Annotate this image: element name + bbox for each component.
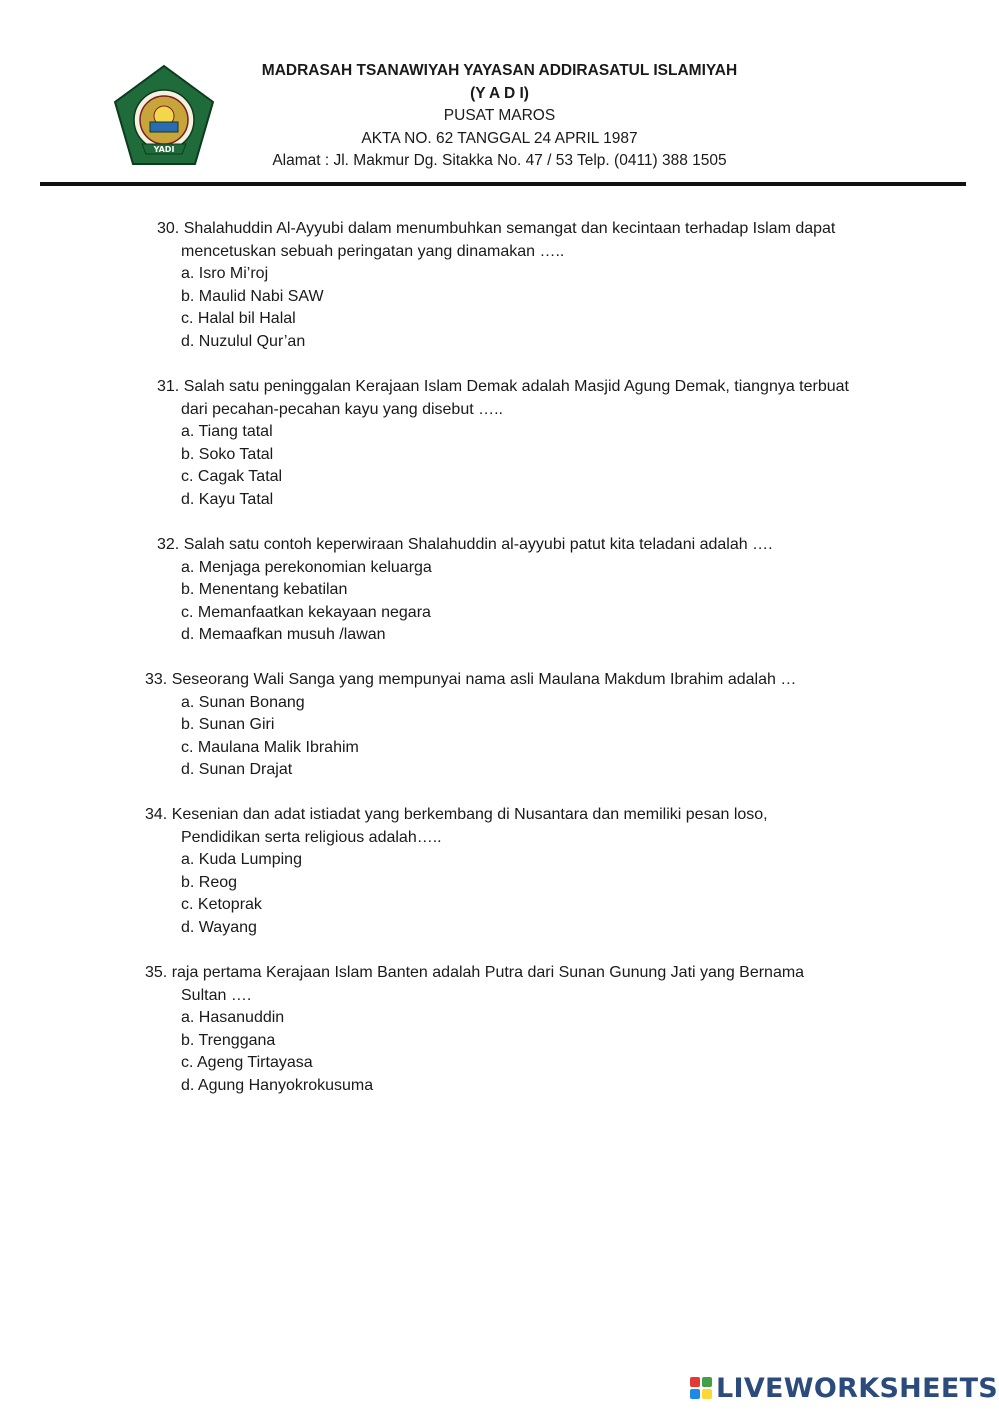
school-deed: AKTA NO. 62 TANGGAL 24 APRIL 1987 <box>361 130 638 147</box>
option-b[interactable]: b. Reog <box>181 873 238 891</box>
option-c[interactable]: c. Halal bil Halal <box>181 310 296 328</box>
question-stem: 33. Seseorang Wali Sanga yang mempunyai nama asli Maulana Makdum Ibrahim adalah … <box>145 671 797 688</box>
option-a[interactable]: a. Menjaga perekonomian keluarga <box>181 558 432 576</box>
brand-tile-icon <box>702 1389 712 1399</box>
option-d[interactable]: d. Memaafkan musuh /lawan <box>181 626 386 644</box>
option-a[interactable]: a. Hasanuddin <box>181 1009 285 1027</box>
option-d[interactable]: d. Agung Hanyokrokusuma <box>181 1076 374 1094</box>
option-a[interactable]: a. Sunan Bonang <box>181 693 305 711</box>
question-30 <box>157 218 835 354</box>
question-33 <box>145 669 796 782</box>
option-c[interactable]: c. Ageng Tirtayasa <box>181 1054 313 1072</box>
brand-logo-icon <box>690 1377 712 1399</box>
option-b[interactable]: b. Sunan Giri <box>181 716 275 734</box>
option-b[interactable]: b. Soko Tatal <box>181 445 274 463</box>
option-a[interactable]: a. Isro Mi’roj <box>181 265 269 283</box>
brand-tile-icon <box>702 1377 712 1387</box>
question-stem-continuation: Sultan …. <box>181 986 252 1004</box>
option-d[interactable]: d. Nuzulul Qur’an <box>181 332 306 350</box>
question-stem-continuation: dari pecahan-pecahan kayu yang disebut ….. <box>181 400 503 418</box>
option-d[interactable]: d. Wayang <box>181 918 257 936</box>
option-a[interactable]: a. Kuda Lumping <box>181 851 302 869</box>
question-stem: 31. Salah satu peninggalan Kerajaan Islam Demak adalah Masjid Agung Demak, tiangnya terbuat <box>157 378 849 395</box>
school-name: MADRASAH TSANAWIYAH YAYASAN ADDIRASATUL ISLAMIYAH <box>261 62 738 79</box>
option-b[interactable]: b. Menentang kebatilan <box>181 581 348 599</box>
brand-tile-icon <box>690 1389 700 1399</box>
option-b[interactable]: b. Maulid Nabi SAW <box>181 287 324 305</box>
question-31 <box>157 376 849 512</box>
question-stem: 35. raja pertama Kerajaan Islam Banten adalah Putra dari Sunan Gunung Jati yang Bernama <box>145 964 805 981</box>
option-c[interactable]: c. Memanfaatkan kekayaan negara <box>181 603 431 621</box>
brand-tile-icon <box>690 1377 700 1387</box>
option-c[interactable]: c. Maulana Malik Ibrahim <box>181 738 359 756</box>
question-stem-continuation: mencetuskan sebuah peringatan yang dinamakan ….. <box>181 242 565 260</box>
question-stem: 34. Kesenian dan adat istiadat yang berkembang di Nusantara dan memiliki pesan loso, <box>145 806 768 823</box>
liveworksheets-brand[interactable] <box>690 1371 998 1405</box>
logo-text: YADI <box>153 145 175 154</box>
option-c[interactable]: c. Cagak Tatal <box>181 468 283 486</box>
question-32 <box>157 534 773 647</box>
school-abbrev: (Y A D I) <box>470 85 529 102</box>
question-stem-continuation: Pendidikan serta religious adalah….. <box>181 828 442 846</box>
question-stem: 32. Salah satu contoh keperwiraan Shalahuddin al-ayyubi patut kita teladani adalah …. <box>157 536 773 553</box>
option-b[interactable]: b. Trenggana <box>181 1031 276 1049</box>
option-d[interactable]: d. Kayu Tatal <box>181 490 274 508</box>
school-location: PUSAT MAROS <box>443 107 556 124</box>
question-35 <box>145 962 804 1098</box>
option-a[interactable]: a. Tiang tatal <box>181 423 273 441</box>
question-stem: 30. Shalahuddin Al-Ayyubi dalam menumbuhkan semangat dan kecintaan terhadap Islam dapat <box>157 220 836 237</box>
brand-text: LIVEWORKSHEETS <box>716 1372 999 1404</box>
school-address: Alamat : Jl. Makmur Dg. Sitakka No. 47 / 53 Telp. (0411) 388 1505 <box>272 152 727 169</box>
option-d[interactable]: d. Sunan Drajat <box>181 761 293 779</box>
question-34 <box>145 804 768 940</box>
option-c[interactable]: c. Ketoprak <box>181 896 262 914</box>
header-divider <box>40 182 966 186</box>
